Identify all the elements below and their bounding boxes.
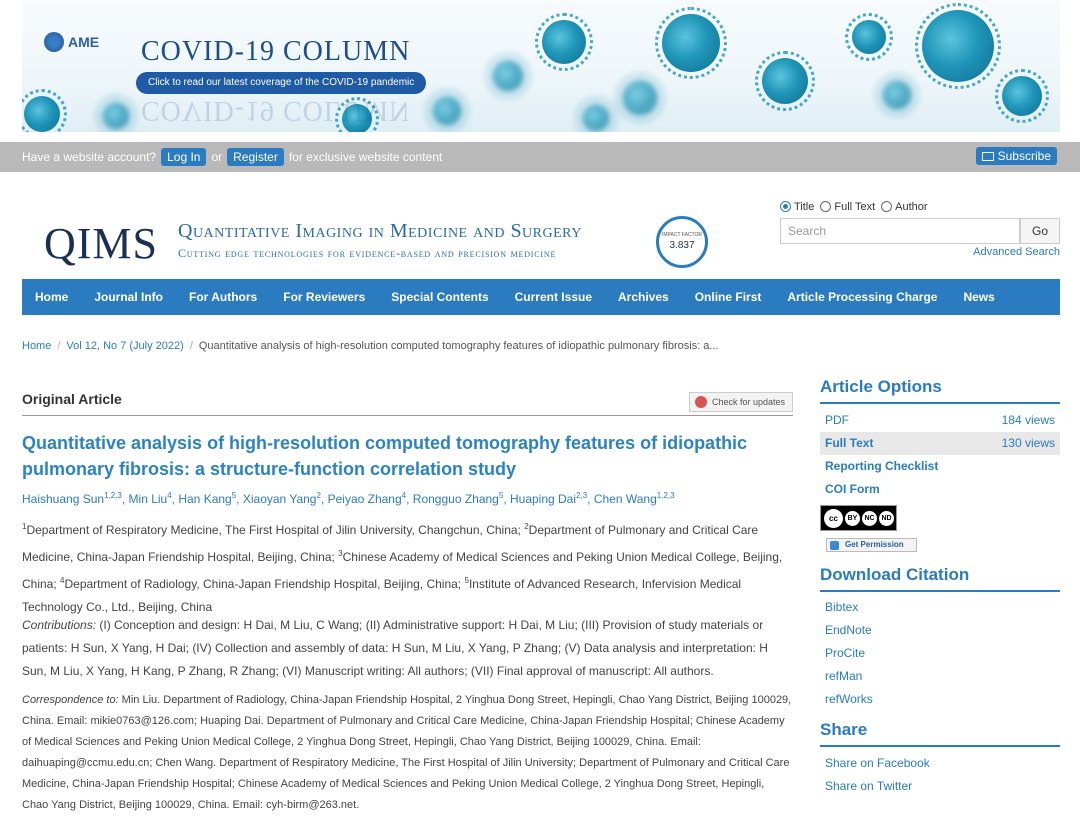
search-input[interactable]: Search xyxy=(780,218,1020,244)
mail-icon xyxy=(982,152,994,161)
radio-selected-icon xyxy=(780,201,791,212)
breadcrumb xyxy=(22,340,719,352)
nav-for-authors[interactable]: For Authors xyxy=(189,290,258,304)
article-title: Quantitative analysis of high-resolution computed tomography features of idiopathic pulmonary fibrosis: a structure-function correlation study xyxy=(22,433,748,479)
author-link[interactable]: Huaping Dai$^{2,3}$ xyxy=(509,491,588,506)
account-prompt: Have a website account? xyxy=(22,150,157,164)
covid-banner[interactable] xyxy=(22,0,1060,132)
main-nav xyxy=(22,279,1060,315)
covid-column-title-reflection: COVID-19 COLUMN xyxy=(141,95,411,126)
article-type: Original Article xyxy=(22,391,122,407)
download-procite[interactable]: ProCite xyxy=(825,646,866,660)
cc-icon: cc xyxy=(824,509,843,528)
impact-factor-value: 3.837 xyxy=(669,240,695,251)
account-bar xyxy=(0,142,1080,172)
author-link[interactable]: Rongguo Zhang$^5$ xyxy=(412,491,504,506)
permission-icon xyxy=(830,541,839,550)
cc-license-badge[interactable] xyxy=(820,505,897,531)
journal-logo[interactable]: QIMS xyxy=(44,219,159,268)
search-scope-title[interactable]: Title xyxy=(780,201,814,213)
get-permission-button[interactable]: Get Permission xyxy=(826,538,917,552)
nav-online-first[interactable]: Online First xyxy=(694,290,762,304)
nav-home[interactable]: Home xyxy=(35,290,69,304)
journal-name: Quantitative Imaging in Medicine and Surgery xyxy=(178,220,582,242)
option-pdf[interactable]: PDF 184 views xyxy=(825,413,1055,427)
author-link[interactable]: Peiyao Zhang$^4$ xyxy=(327,491,407,506)
download-endnote[interactable]: EndNote xyxy=(825,623,872,637)
virus-graphic xyxy=(492,60,524,92)
author-link[interactable]: Chen Wang$^{1,2,3}$ xyxy=(593,491,675,506)
option-reporting-checklist[interactable]: Reporting Checklist xyxy=(825,459,939,473)
nav-for-reviewers[interactable]: For Reviewers xyxy=(283,290,366,304)
login-button[interactable]: Log In xyxy=(161,148,206,166)
share-heading: Share xyxy=(820,720,868,739)
breadcrumb-current: Quantitative analysis of high-resolution computed tomography features of idiopathic pulmonary fibrosis: a... xyxy=(198,340,719,352)
breadcrumb-separator: / xyxy=(57,340,61,352)
divider xyxy=(22,415,793,416)
author-link[interactable]: Min Liu$^4$ xyxy=(128,491,172,506)
divider xyxy=(820,745,1060,747)
journal-tagline: Cutting edge technologies for evidence-based and precision medicine xyxy=(178,246,557,260)
covid-coverage-button[interactable]: Click to read our latest coverage of the COVID-19 pandemic xyxy=(136,72,426,94)
virus-graphic xyxy=(662,14,720,72)
affiliations: $^1$Department of Respiratory Medicine, The First Hospital of Jilin University, Changchun, China; $^2$Department of Pulmonary and Critical Care Medicine, China-Japan Friendship Hospital, Beijing, China; $^3$Chinese Academy of Medical Sciences and Peking Union Medical College, Beijing, China; $^4$Department of Radiology, China-Japan Friendship Hospital, Beijing, China; $^5$Institute of Advanced Research, Infervision Medical Technology Co., Ltd., Beijing, China xyxy=(22,522,783,614)
share-twitter[interactable]: Share on Twitter xyxy=(825,779,913,793)
virus-graphic xyxy=(1002,76,1042,116)
breadcrumb-home[interactable]: Home xyxy=(22,340,52,352)
check-updates-button[interactable] xyxy=(689,392,793,412)
ame-logo[interactable] xyxy=(44,32,99,52)
virus-graphic xyxy=(622,80,658,116)
author-link[interactable]: Xiaoyan Yang$^2$ xyxy=(242,491,321,506)
contributions: Contributions: (I) Conception and design: H Dai, M Liu, C Wang; (II) Administrative support: H Dai, M Liu; (III) Provision of study materials or patients: H Sun, X Yang, H Dai; (IV) Collection and assembly of data: H Sun, M Liu, X Yang, P Zhang; (V) Data analysis and interpretation: H Sun, M Liu, X Yang, H Kang, P Zhang, R Zhang; (VI) Manuscript writing: All authors; (VII) Final approval of manuscript: All authors. xyxy=(22,618,768,678)
option-full-text[interactable]: Full Text 130 views xyxy=(820,432,1060,455)
download-refman[interactable]: refMan xyxy=(825,669,863,683)
account-or: or xyxy=(211,150,223,164)
radio-icon xyxy=(820,201,831,212)
author-link[interactable]: Haishuang Sun$^{1,2,3}$ xyxy=(22,491,122,506)
account-suffix: for exclusive website content xyxy=(288,150,443,164)
virus-graphic xyxy=(24,96,60,132)
impact-factor-label: IMPACT FACTOR xyxy=(661,232,702,238)
correspondence: Correspondence to: Min Liu. Department of Radiology, China-Japan Friendship Hospital, 2 Yinghua Dong Street, Hepingli, Chao Yang District, Beijing 100029, China. Email: mikie0763@126.com; Huaping Dai. Department of Pulmonary and Critical Care Medicine, China-Japan Friendship Hospital; Chinese Academy of Medical Sciences and Peking Union Medical College, 2 Yinghua Dong Street, Hepingli, Chao Yang District, Beijing 100029, China. Email: daihuaping@ccmu.edu.cn; Chen Wang. Department of Respiratory Medicine, The First Hospital of Jilin University; Department of Pulmonary and Critical Care Medicine, China-Japan Friendship Hospital; Chinese Academy of Medical Sciences and Peking Union Medical College, 2 Yinghua Dong Street, Hepingli, Chao Yang District, Beijing 100029, China. Email: cyh-birm@263.net. xyxy=(22,694,792,811)
virus-graphic xyxy=(852,20,886,54)
nav-news[interactable]: News xyxy=(963,290,995,304)
virus-graphic xyxy=(432,96,462,126)
search-scope-fulltext[interactable]: Full Text xyxy=(820,201,875,213)
breadcrumb-issue[interactable]: Vol 12, No 7 (July 2022) xyxy=(66,340,184,352)
ame-logo-text: AME xyxy=(68,34,100,50)
search-go-button[interactable]: Go xyxy=(1020,218,1060,244)
divider xyxy=(820,590,1060,592)
download-refworks[interactable]: refWorks xyxy=(825,692,873,706)
search-scope-author[interactable]: Author xyxy=(881,201,927,213)
author-link[interactable]: Han Kang$^5$ xyxy=(178,491,237,506)
virus-graphic xyxy=(102,102,130,130)
check-updates-label: Check for updates xyxy=(712,397,786,407)
register-button[interactable]: Register xyxy=(227,148,284,166)
impact-factor-badge xyxy=(656,216,708,268)
cc-nd-icon: ND xyxy=(879,511,894,526)
option-coi-form[interactable]: COI Form xyxy=(825,482,880,496)
download-bibtex[interactable]: Bibtex xyxy=(825,600,859,614)
nav-journal-info[interactable]: Journal Info xyxy=(94,290,164,304)
virus-graphic xyxy=(582,104,610,132)
virus-graphic xyxy=(762,58,808,104)
subscribe-button[interactable] xyxy=(976,147,1057,165)
nav-current-issue[interactable]: Current Issue xyxy=(514,290,592,304)
cc-by-icon: BY xyxy=(845,511,860,526)
covid-column-title: COVID-19 COLUMN xyxy=(141,36,411,67)
subscribe-label: Subscribe xyxy=(997,149,1051,163)
crossmark-icon xyxy=(695,396,707,408)
radio-icon xyxy=(881,201,892,212)
nav-apc[interactable]: Article Processing Charge xyxy=(787,290,938,304)
advanced-search-link[interactable]: Advanced Search xyxy=(973,246,1060,258)
author-list: Haishuang Sun$^{1,2,3}$, Min Liu$^4$, Han Kang$^5$, Xiaoyan Yang$^2$, Peiyao Zhang$^4$, Rongguo Zhang$^5$, Huaping Dai$^{2,3}$, Chen Wang$^{1,2,3}$ xyxy=(22,491,675,506)
virus-graphic xyxy=(922,10,994,82)
nav-archives[interactable]: Archives xyxy=(618,290,669,304)
virus-graphic xyxy=(882,80,912,110)
divider xyxy=(820,402,1060,404)
ame-logo-icon xyxy=(44,32,64,52)
search-scope-options xyxy=(780,201,928,213)
article-options-heading: Article Options xyxy=(820,377,942,396)
virus-graphic xyxy=(542,20,586,64)
cc-nc-icon: NC xyxy=(862,511,877,526)
nav-special-contents[interactable]: Special Contents xyxy=(391,290,489,304)
download-citation-heading: Download Citation xyxy=(820,565,970,584)
breadcrumb-separator: / xyxy=(189,340,193,352)
share-facebook[interactable]: Share on Facebook xyxy=(825,756,930,770)
